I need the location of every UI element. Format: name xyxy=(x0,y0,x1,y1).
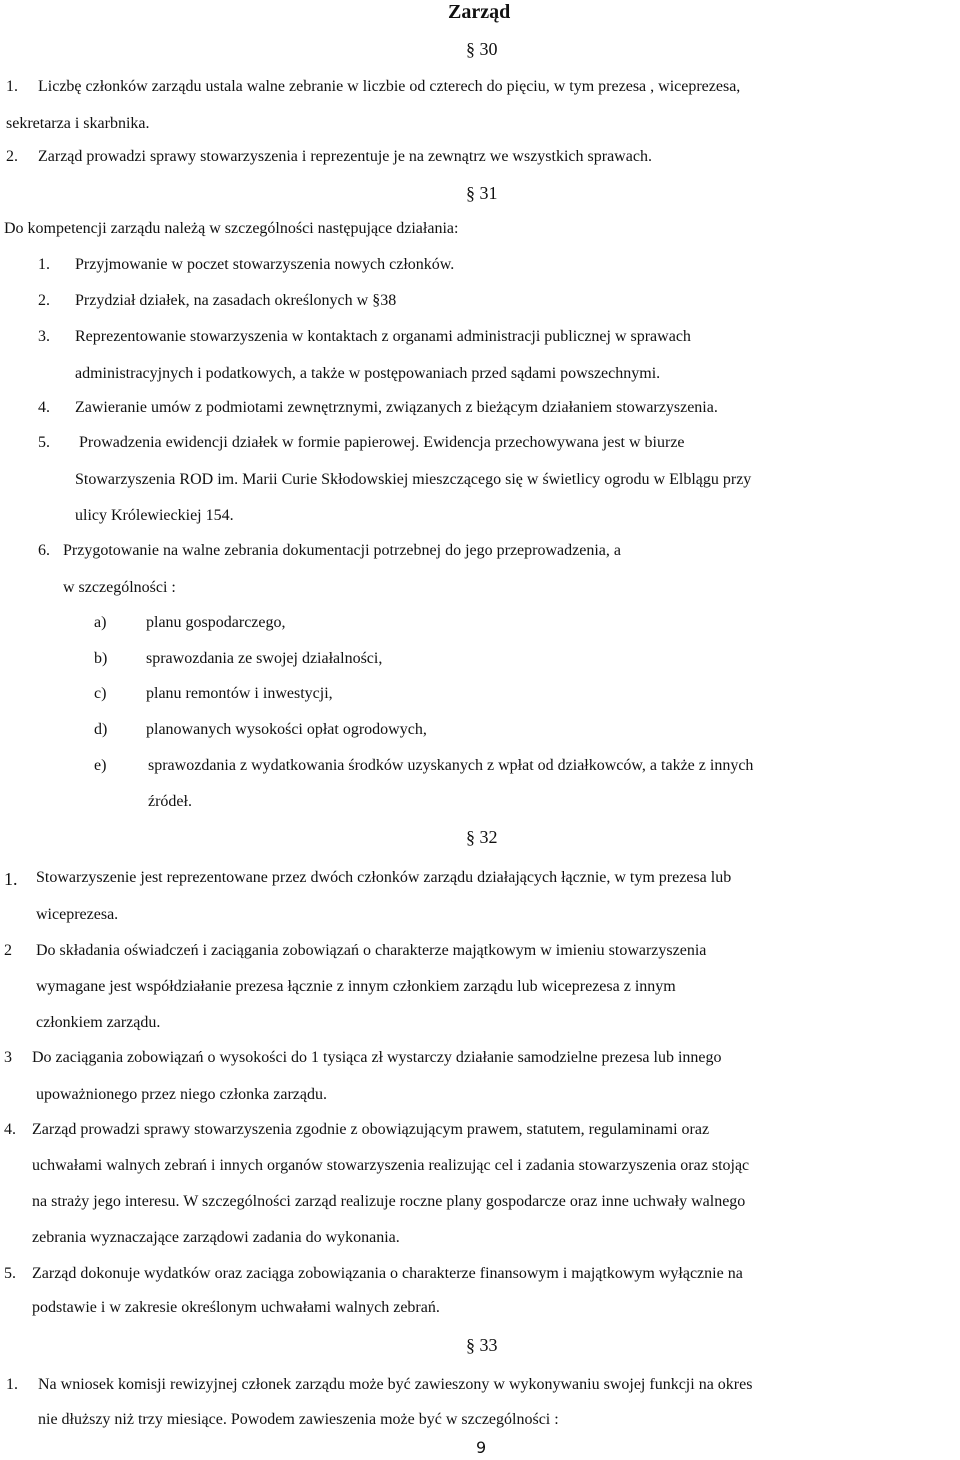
list-item-text: ulicy Królewieckiej 154. xyxy=(75,507,234,524)
list-item-text: Zarząd prowadzi sprawy stowarzyszenia i reprezentuje je na zewnątrz we wszystkich sprawach. xyxy=(38,148,652,165)
document-title: Zarząd xyxy=(448,1,511,23)
section-heading-32: § 32 xyxy=(466,827,498,847)
section-heading-33: § 33 xyxy=(466,1335,498,1355)
list-item-number: 3 xyxy=(4,1049,12,1066)
list-item-text: Na wniosek komisji rewizyjnej członek zarządu może być zawieszony w wykonywaniu swojej funkcji na okres xyxy=(38,1376,753,1393)
subitem-text: planu gospodarczego, xyxy=(146,614,286,631)
list-item-number: 1. xyxy=(38,256,50,273)
list-item-text: Prowadzenia ewidencji działek w formie papierowej. Ewidencja przechowywana jest w biurze xyxy=(79,434,685,451)
list-item-number: 2. xyxy=(38,292,50,309)
list-item-number: 5. xyxy=(38,434,50,451)
list-item-text: Reprezentowanie stowarzyszenia w kontaktach z organami administracji publicznej w sprawach xyxy=(75,328,691,345)
list-item-text: administracyjnych i podatkowych, a także w postępowaniach przed sądami powszechnymi. xyxy=(75,365,661,382)
list-item-text: Przydział działek, na zasadach określonych w §38 xyxy=(75,292,397,309)
list-item-number: 5. xyxy=(4,1265,16,1282)
list-item-text: członkiem zarządu. xyxy=(36,1014,161,1031)
subitem-text: źródeł. xyxy=(148,793,192,810)
list-item-text: uchwałami walnych zebrań i innych organów stowarzyszenia realizując cel i zadania stowarzyszenia oraz stojąc xyxy=(32,1157,750,1174)
list-item-text: Przygotowanie na walne zebrania dokumentacji potrzebnej do jego przeprowadzenia, a xyxy=(63,542,621,559)
list-item-text: Do składania oświadczeń i zaciągania zobowiązań o charakterze majątkowym w imieniu stowarzyszenia xyxy=(36,942,707,959)
list-item-text: podstawie i w zakresie określonym uchwałami walnych zebrań. xyxy=(32,1299,440,1316)
subitem-text: sprawozdania ze swojej działalności, xyxy=(146,650,383,667)
list-item-number: 2 xyxy=(4,942,12,959)
list-item-text: Stowarzyszenia ROD im. Marii Curie Skłodowskiej mieszczącego się w świetlicy ogrodu w Elblągu przy xyxy=(75,471,752,488)
list-item-text: upoważnionego przez niego członka zarządu. xyxy=(36,1086,327,1103)
list-item-text: wymagane jest współdziałanie prezesa łącznie z innym członkiem zarządu lub wiceprezesa z innym xyxy=(36,978,676,995)
list-item-text: na straży jego interesu. W szczególności zarząd realizuje roczne plany gospodarcze oraz inne uchwały walnego xyxy=(32,1193,746,1210)
list-item-number: 4. xyxy=(4,1121,16,1138)
subitem-letter: c) xyxy=(94,685,107,702)
list-item-text: Zarząd dokonuje wydatków oraz zaciąga zobowiązania o charakterze finansowym i majątkowym wyłącznie na xyxy=(32,1265,743,1282)
page-number: 9 xyxy=(476,1438,487,1457)
subitem-letter: a) xyxy=(94,614,107,631)
subitem-text: sprawozdania z wydatkowania środków uzyskanych z wpłat od działkowców, a także z innych xyxy=(148,757,754,774)
list-item-text: w szczególności : xyxy=(63,579,176,596)
list-item-text: Zawieranie umów z podmiotami zewnętrznymi, związanych z bieżącym działaniem stowarzyszenia. xyxy=(75,399,718,416)
list-item-number: 1. xyxy=(6,78,18,95)
subitem-letter: b) xyxy=(94,650,108,667)
section-intro: Do kompetencji zarządu należą w szczególności następujące działania: xyxy=(4,220,459,237)
list-item-number: 1. xyxy=(6,1376,18,1393)
list-item-text: zebrania wyznaczające zarządowi zadania do wykonania. xyxy=(32,1229,400,1246)
section-heading-30: § 30 xyxy=(466,39,498,59)
list-item-number: 6. xyxy=(38,542,50,559)
list-item-text: Zarząd prowadzi sprawy stowarzyszenia zgodnie z obowiązującym prawem, statutem, regulaminami oraz xyxy=(32,1121,710,1138)
subitem-letter: e) xyxy=(94,757,107,774)
list-item-text: sekretarza i skarbnika. xyxy=(6,115,150,132)
list-item-text: Stowarzyszenie jest reprezentowane przez dwóch członków zarządu działających łącznie, w tym prezesa lub xyxy=(36,869,732,886)
list-item-text: Do zaciągania zobowiązań o wysokości do 1 tysiąca zł wystarczy działanie samodzielne prezesa lub innego xyxy=(32,1049,722,1066)
section-heading-31: § 31 xyxy=(466,183,498,203)
list-item-number: 1. xyxy=(4,869,18,889)
subitem-text: planu remontów i inwestycji, xyxy=(146,685,333,702)
list-item-text: nie dłuższy niż trzy miesiące. Powodem zawieszenia może być w szczególności : xyxy=(38,1411,559,1428)
subitem-text: planowanych wysokości opłat ogrodowych, xyxy=(146,721,427,738)
list-item-text: Liczbę członków zarządu ustala walne zebranie w liczbie od czterech do pięciu, w tym prezesa , wiceprezesa, xyxy=(38,78,741,95)
list-item-number: 3. xyxy=(38,328,50,345)
list-item-text: Przyjmowanie w poczet stowarzyszenia nowych członków. xyxy=(75,256,455,273)
list-item-number: 2. xyxy=(6,148,18,165)
list-item-text: wiceprezesa. xyxy=(36,906,119,923)
subitem-letter: d) xyxy=(94,721,108,738)
list-item-number: 4. xyxy=(38,399,50,416)
